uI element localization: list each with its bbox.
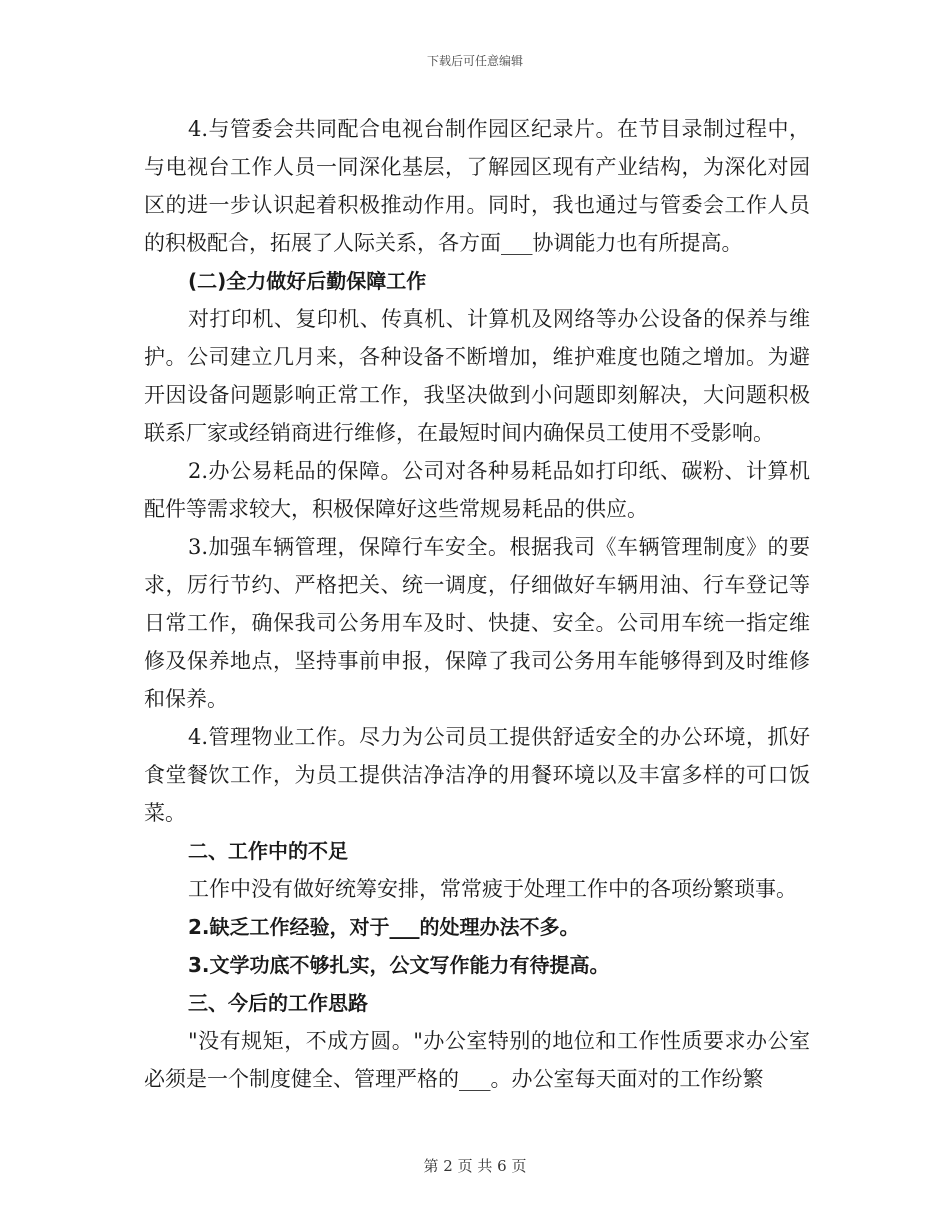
- section-heading-logistics: (二)全力做好后勤保障工作: [188, 269, 427, 293]
- page-header: 下载后可任意编辑: [426, 54, 523, 68]
- document-body: [144, 110, 810, 1098]
- paragraph-consumables: 2.办公易耗品的保障。公司对各种易耗品如打印纸、碳粉、计算机配件等需求较大，积极保障好这些常规易耗品的供应。: [144, 459, 810, 521]
- section-heading-shortcomings: 二、工作中的不足: [188, 839, 348, 863]
- paragraph-future-rules: "没有规矩，不成方圆。"办公室特别的地位和工作性质要求办公室必须是一个制度健全、管理严格的___。办公室每天面对的工作纷繁: [144, 1029, 810, 1091]
- paragraph-item-4-documentary: 4.与管委会共同配合电视台制作园区纪录片。在节目录制过程中，与电视台工作人员一同深化基层，了解园区现有产业结构，为深化对园区的进一步认识起着积极推动作用。同时，我也通过与管委会工作人员的积极配合，拓展了人际关系，各方面___协调能力也有所提高。: [144, 117, 810, 255]
- paragraph-equipment-maintenance: 对打印机、复印机、传真机、计算机及网络等办公设备的保养与维护。公司建立几月来，各种设备不断增加，维护难度也随之增加。为避开因设备问题影响正常工作，我坚决做到小问题即刻解决，大问题积极联系厂家或经销商进行维修，在最短时间内确保员工使用不受影响。: [144, 307, 810, 445]
- section-heading-future-plans: 三、今后的工作思路: [188, 991, 368, 1015]
- paragraph-vehicle-management: 3.加强车辆管理，保障行车安全。根据我司《车辆管理制度》的要求，厉行节约、严格把关、统一调度，仔细做好车辆用油、行车登记等日常工作，确保我司公务用车及时、快捷、安全。公司用车统一指定维修及保养地点，坚持事前申报，保障了我司公务用车能够得到及时维修和保养。: [144, 535, 810, 711]
- page-footer: 第 2 页 共 6 页: [423, 1157, 527, 1175]
- paragraph-property-management: 4.管理物业工作。尽力为公司员工提供舒适安全的办公环境，抓好食堂餐饮工作，为员工提供洁净洁净的用餐环境以及丰富多样的可口饭菜。: [144, 725, 810, 825]
- paragraph-shortcoming-1: 工作中没有做好统筹安排，常常疲于处理工作中的各项纷繁琐事。: [188, 877, 797, 901]
- paragraph-shortcoming-2: 2.缺乏工作经验，对于___的处理办法不多。: [188, 915, 580, 939]
- paragraph-shortcoming-3: 3.文学功底不够扎实，公文写作能力有待提高。: [188, 953, 610, 977]
